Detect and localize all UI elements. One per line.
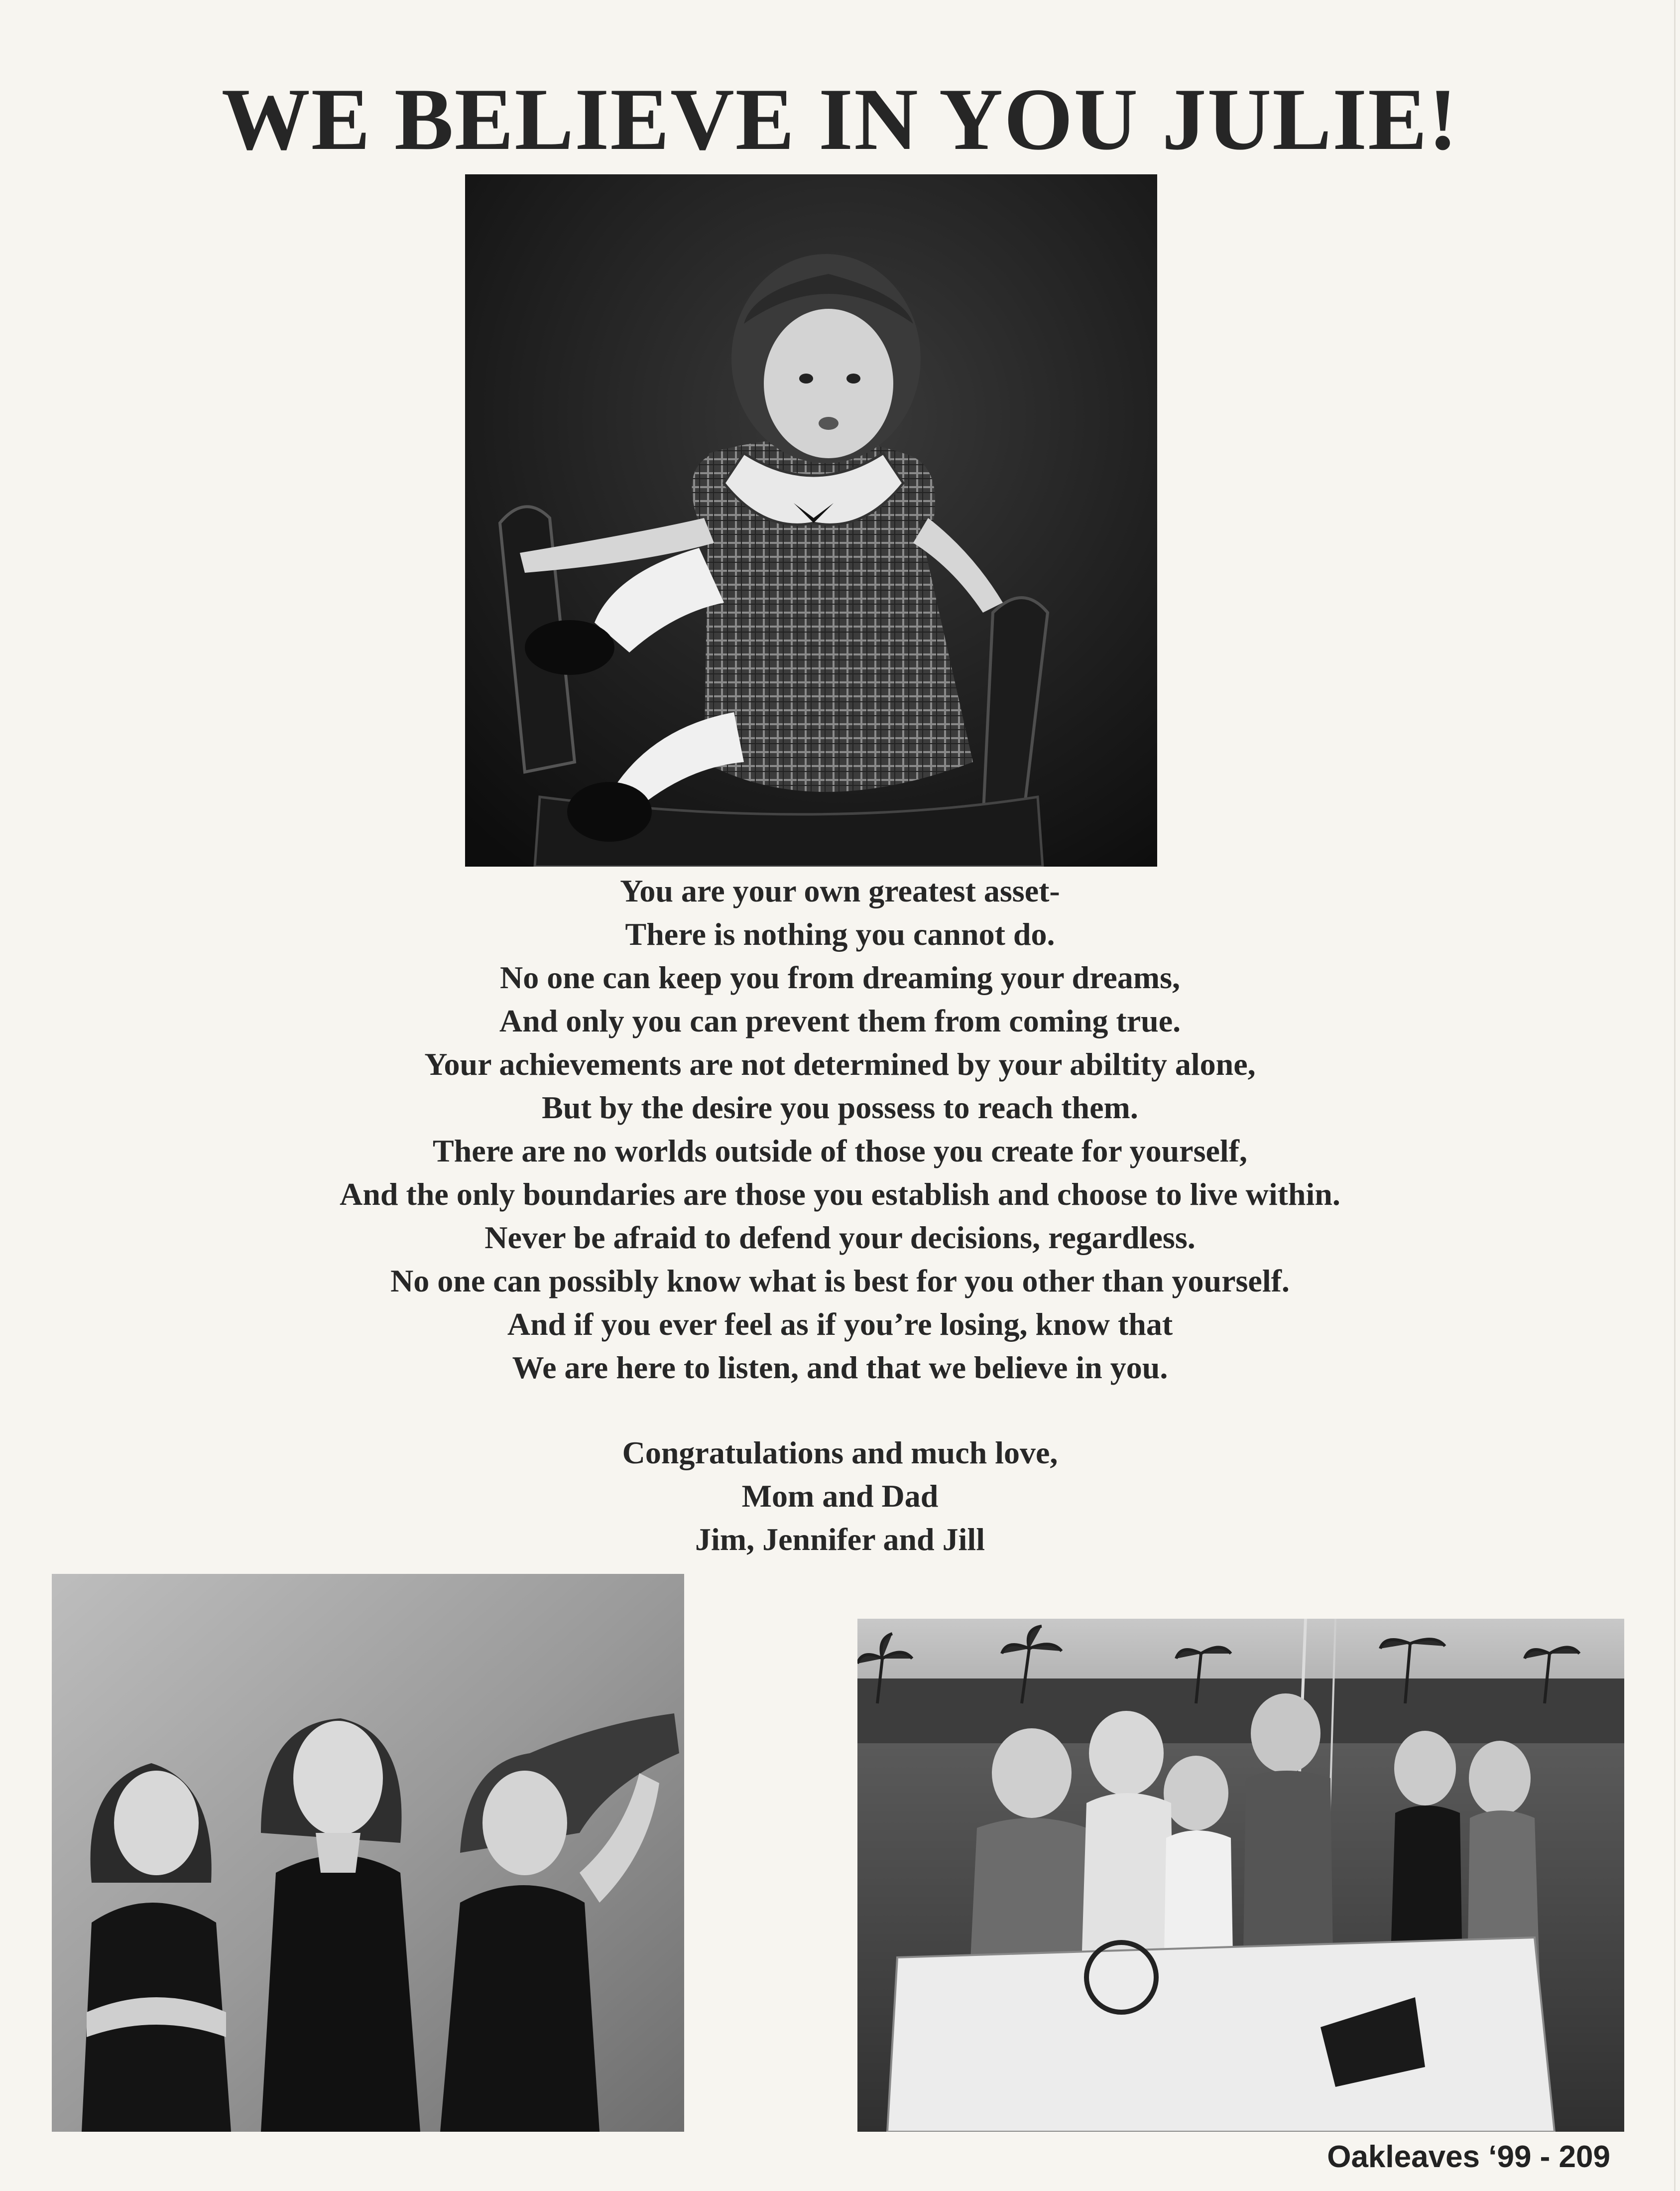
poem-line: No one can possibly know what is best for you other than yourself. <box>390 1263 1290 1298</box>
poem-line: And the only boundaries are those you establish and choose to live within. <box>340 1176 1340 1212</box>
page-edge <box>1674 0 1676 2191</box>
signature-line: Congratulations and much love, <box>622 1435 1058 1470</box>
poem <box>0 869 1680 1389</box>
family-boat-photo <box>857 1619 1624 2132</box>
poem-line: No one can keep you from dreaming your dreams, <box>500 960 1180 995</box>
poem-line: Never be afraid to defend your decisions, regardless. <box>484 1220 1196 1255</box>
poem-line: We are here to listen, and that we believe in you. <box>512 1350 1168 1385</box>
poem-line: But by the desire you possess to reach them. <box>542 1090 1138 1125</box>
page-footer: Oakleaves ‘99 - 209 <box>1327 2140 1610 2174</box>
childhood-portrait-photo <box>465 174 1157 867</box>
poem-line: Your achievements are not determined by your abiltity alone, <box>424 1046 1256 1082</box>
poem-line: And only you can prevent them from coming true. <box>499 1003 1181 1038</box>
poem-line: You are your own greatest asset- <box>620 873 1060 908</box>
poem-line: There are no worlds outside of those you create for yourself, <box>433 1133 1247 1168</box>
sisters-photo <box>52 1574 684 2132</box>
poem-line: There is nothing you cannot do. <box>625 916 1055 952</box>
signature-line: Jim, Jennifer and Jill <box>695 1522 985 1557</box>
signature-line: Mom and Dad <box>741 1478 939 1514</box>
page-title: WE BELIEVE IN YOU JULIE! <box>221 70 1459 168</box>
poem-line: And if you ever feel as if you’re losing, know that <box>507 1306 1173 1342</box>
signature-block <box>0 1431 1680 1561</box>
